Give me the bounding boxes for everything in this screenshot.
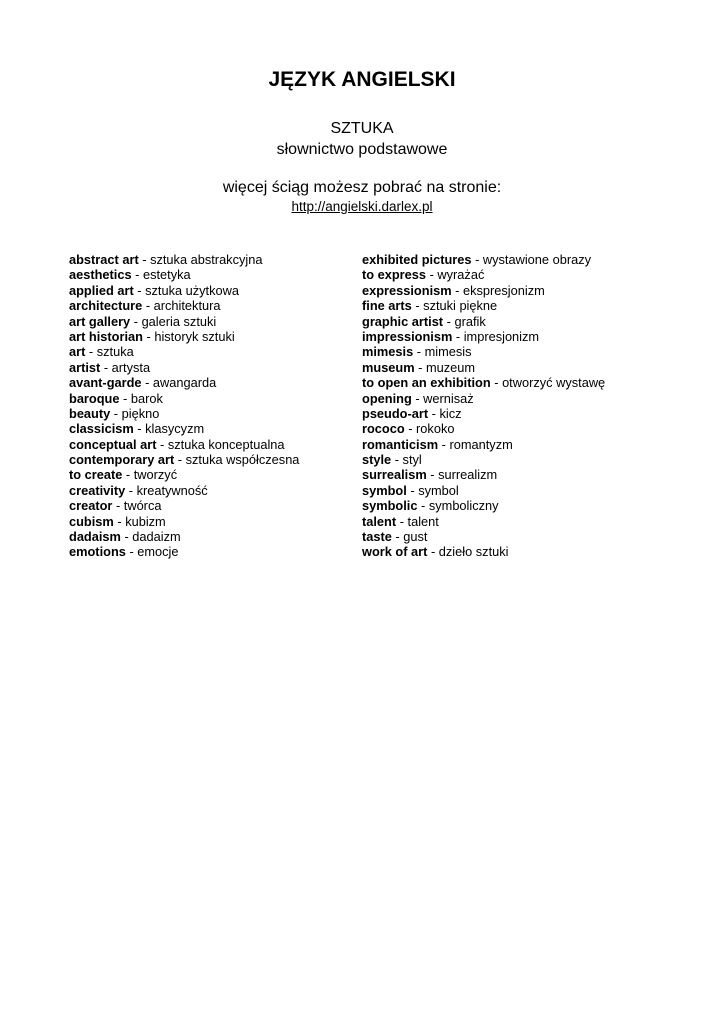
- vocab-entry: [69, 452, 299, 467]
- vocab-entry: [362, 514, 605, 529]
- vocab-entry: [362, 406, 605, 421]
- vocab-separator: -: [85, 344, 97, 360]
- vocab-separator: -: [443, 313, 455, 329]
- subtitle: słownictwo podstawowe: [276, 141, 448, 158]
- vocab-separator: -: [133, 421, 146, 437]
- vocab-entry: [69, 267, 299, 282]
- vocab-translation: galeria sztuki: [141, 313, 217, 329]
- vocab-term: architecture: [69, 298, 143, 314]
- vocab-entry: [69, 483, 299, 498]
- vocab-translation: wyrażać: [437, 267, 485, 283]
- vocab-translation: tworzyć: [133, 467, 178, 483]
- vocab-separator: -: [125, 544, 138, 560]
- vocab-entry: [69, 314, 299, 329]
- vocab-translation: sztuka użytkowa: [145, 282, 239, 298]
- vocab-term: style: [362, 452, 392, 468]
- vocab-term: exhibited pictures: [362, 252, 472, 267]
- vocab-term: cubism: [69, 513, 114, 529]
- vocab-entry: [362, 483, 605, 498]
- vocab-separator: -: [141, 375, 153, 391]
- vocab-term: work of art: [362, 544, 428, 560]
- vocab-translation: grafik: [454, 313, 486, 329]
- vocab-term: creativity: [69, 482, 126, 498]
- vocab-term: museum: [362, 359, 415, 375]
- vocab-translation: rokoko: [416, 421, 455, 437]
- vocab-term: beauty: [69, 405, 111, 421]
- vocab-entry: [362, 344, 605, 359]
- vocab-term: symbolic: [362, 498, 418, 514]
- topic-heading: SZTUKA: [330, 120, 394, 137]
- vocab-separator: -: [119, 390, 131, 406]
- vocab-separator: -: [130, 313, 142, 329]
- vocab-entry: [69, 283, 299, 298]
- vocab-entry: [69, 437, 299, 452]
- vocab-translation: sztuki piękne: [423, 298, 498, 314]
- vocab-term: classicism: [69, 421, 134, 437]
- vocab-term: opening: [362, 390, 412, 406]
- vocab-separator: -: [110, 405, 122, 421]
- vocab-entry: [69, 360, 299, 375]
- vocab-separator: -: [142, 328, 155, 344]
- vocab-term: pseudo-art: [362, 405, 429, 421]
- vocab-term: art: [69, 344, 86, 360]
- vocab-translation: kreatywność: [136, 482, 208, 498]
- vocab-translation: klasycyzm: [145, 421, 205, 437]
- vocab-translation: sztuka współczesna: [185, 452, 300, 468]
- vocab-term: to create: [69, 467, 123, 483]
- vocab-translation: awangarda: [152, 375, 217, 391]
- vocab-separator: -: [406, 482, 419, 498]
- vocab-translation: historyk sztuki: [154, 328, 235, 344]
- vocab-term: talent: [362, 513, 397, 529]
- vocab-separator: -: [413, 344, 425, 360]
- vocab-translation: styl: [402, 452, 422, 468]
- vocab-separator: -: [411, 298, 424, 314]
- vocab-separator: -: [391, 529, 404, 545]
- vocab-separator: -: [404, 421, 417, 437]
- vocab-term: baroque: [69, 390, 120, 406]
- vocab-entry: [362, 437, 605, 452]
- vocab-separator: -: [452, 328, 464, 344]
- vocab-separator: -: [417, 498, 429, 514]
- vocab-entry: [69, 514, 299, 529]
- vocab-entry: [69, 391, 299, 406]
- vocab-entry: [69, 252, 299, 267]
- vocab-term: dadaism: [69, 529, 121, 545]
- vocab-separator: -: [427, 544, 439, 560]
- vocab-entry: [69, 298, 299, 313]
- vocab-entry: [362, 544, 605, 559]
- vocab-translation: ekspresjonizm: [463, 282, 545, 298]
- vocab-separator: -: [100, 359, 112, 375]
- vocab-entry: [362, 329, 605, 344]
- vocab-translation: architektura: [153, 298, 221, 314]
- vocab-separator: -: [138, 252, 151, 267]
- vocab-entry: [69, 467, 299, 482]
- vocab-translation: wernisaż: [423, 390, 474, 406]
- vocab-translation: symbol: [418, 482, 459, 498]
- vocab-separator: -: [174, 452, 186, 468]
- vocab-translation: wystawione obrazy: [482, 252, 592, 267]
- vocab-translation: emocje: [137, 544, 179, 560]
- vocab-term: aesthetics: [69, 267, 132, 283]
- vocab-term: abstract art: [69, 252, 139, 267]
- vocab-separator: -: [156, 436, 168, 452]
- vocab-term: avant-garde: [69, 375, 142, 391]
- website-link-container: [0, 199, 724, 214]
- vocab-entry: [362, 283, 605, 298]
- vocabulary-list-left: [69, 252, 299, 560]
- vocab-translation: kicz: [439, 405, 462, 421]
- vocab-term: art historian: [69, 328, 143, 344]
- vocabulary-list-right: [362, 252, 605, 560]
- vocab-separator: -: [122, 467, 134, 483]
- vocab-translation: talent: [407, 513, 439, 529]
- vocab-entry: [362, 375, 605, 390]
- vocab-separator: -: [451, 282, 463, 298]
- vocab-separator: -: [396, 513, 408, 529]
- vocab-term: creator: [69, 498, 113, 514]
- vocab-term: applied art: [69, 282, 134, 298]
- vocab-translation: sztuka: [96, 344, 134, 360]
- vocab-translation: sztuka konceptualna: [167, 436, 285, 452]
- vocab-translation: muzeum: [426, 359, 476, 375]
- vocab-separator: -: [113, 513, 126, 529]
- vocab-translation: kubizm: [125, 513, 166, 529]
- vocab-separator: -: [120, 529, 133, 545]
- vocab-separator: -: [426, 467, 439, 483]
- vocab-separator: -: [438, 436, 450, 452]
- vocab-term: mimesis: [362, 344, 414, 360]
- vocab-term: artist: [69, 359, 101, 375]
- vocab-entry: [69, 375, 299, 390]
- vocab-term: symbol: [362, 482, 407, 498]
- download-text: więcej ściąg możesz pobrać na stronie:: [222, 179, 502, 196]
- vocab-term: taste: [362, 529, 392, 545]
- vocab-term: to open an exhibition: [362, 375, 491, 391]
- vocab-entry: [362, 421, 605, 436]
- vocab-translation: dadaizm: [132, 529, 181, 545]
- vocab-separator: -: [426, 267, 438, 283]
- vocab-entry: [69, 329, 299, 344]
- vocab-term: impressionism: [362, 328, 453, 344]
- vocab-entry: [362, 391, 605, 406]
- vocab-entry: [362, 252, 605, 267]
- page-title: JĘZYK ANGIELSKI: [268, 68, 456, 91]
- vocab-translation: estetyka: [142, 267, 191, 283]
- vocab-entry: [69, 406, 299, 421]
- vocab-translation: surrealizm: [438, 467, 498, 483]
- vocab-separator: -: [471, 252, 483, 267]
- vocab-translation: romantyzm: [449, 436, 513, 452]
- vocab-separator: -: [131, 267, 143, 283]
- vocab-translation: dzieło sztuki: [438, 544, 509, 560]
- vocab-entry: [69, 344, 299, 359]
- vocab-separator: -: [125, 482, 137, 498]
- vocab-separator: -: [133, 282, 146, 298]
- vocab-translation: barok: [130, 390, 163, 406]
- vocab-separator: -: [428, 405, 440, 421]
- vocab-term: romanticism: [362, 436, 439, 452]
- website-link[interactable]: http://angielski.darlex.pl: [291, 199, 433, 214]
- vocab-entry: [362, 298, 605, 313]
- vocab-term: graphic artist: [362, 313, 444, 329]
- vocab-entry: [69, 544, 299, 559]
- vocab-translation: artysta: [111, 359, 151, 375]
- vocab-separator: -: [112, 498, 124, 514]
- vocab-translation: sztuka abstrakcyjna: [150, 252, 263, 267]
- vocab-entry: [362, 498, 605, 513]
- vocab-entry: [362, 360, 605, 375]
- vocab-translation: symboliczny: [428, 498, 499, 514]
- vocab-term: art gallery: [69, 313, 131, 329]
- vocab-entry: [362, 467, 605, 482]
- vocab-separator: -: [411, 390, 424, 406]
- vocab-separator: -: [414, 359, 426, 375]
- vocab-term: contemporary art: [69, 452, 175, 468]
- vocab-entry: [69, 421, 299, 436]
- vocab-translation: gust: [403, 529, 428, 545]
- vocab-term: expressionism: [362, 282, 452, 298]
- vocab-term: rococo: [362, 421, 405, 437]
- vocab-translation: impresjonizm: [463, 328, 540, 344]
- vocab-term: fine arts: [362, 298, 412, 314]
- vocab-separator: -: [142, 298, 154, 314]
- vocab-entry: [69, 498, 299, 513]
- vocab-separator: -: [490, 375, 503, 391]
- vocab-entry: [69, 529, 299, 544]
- vocab-entry: [362, 529, 605, 544]
- vocab-term: conceptual art: [69, 436, 157, 452]
- vocab-entry: [362, 267, 605, 282]
- vocab-translation: mimesis: [424, 344, 472, 360]
- vocab-term: surrealism: [362, 467, 427, 483]
- vocab-translation: twórca: [123, 498, 162, 514]
- vocab-separator: -: [391, 452, 403, 468]
- vocab-term: to express: [362, 267, 427, 283]
- vocab-entry: [362, 314, 605, 329]
- vocab-entry: [362, 452, 605, 467]
- vocab-translation: otworzyć wystawę: [502, 375, 606, 391]
- vocab-term: emotions: [69, 544, 126, 560]
- vocab-translation: piękno: [121, 405, 160, 421]
